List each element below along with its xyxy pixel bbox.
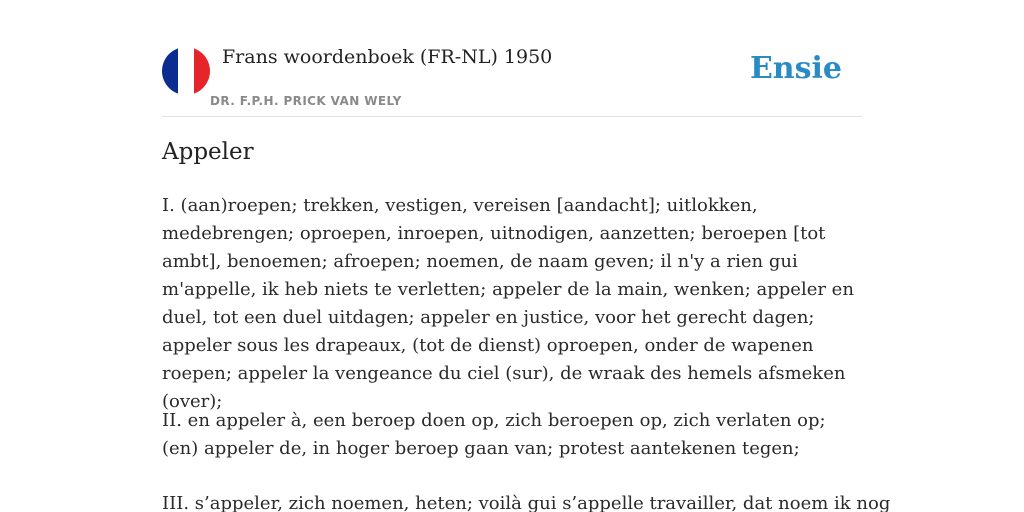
dictionary-header [162, 0, 862, 117]
main-content [162, 0, 891, 512]
dictionary-author: DR. F.P.H. PRICK VAN WELY [210, 94, 402, 108]
definition-paragraph: II. en appeler à, een beroep doen op, zich beroepen op, zich verlaten op; (en) appeler de, in hoger beroep gaan van; protest aantekenen tegen; [162, 410, 826, 459]
definition-paragraph: I. (aan)roepen; trekken, vestigen, vereisen [aandacht]; uitlokken, medebrengen; oproepen, inroepen, uitnodigen, aanzetten; beroepen [tot ambt], benoemen; afroepen; noemen, de naam geven; il n'y a rien gui m'appelle, ik heb niets te verletten; appeler de la main, wenken; appeler en duel, tot een duel uitdagen; appeler en justice, voor het gerecht dagen; appeler sous les drapeaux, (tot de dienst) oproepen, onder de wapenen roepen; appeler la vengeance du ciel (sur), de wraak des hemels afsmeken (over); [162, 195, 854, 412]
dictionary-title[interactable]: Frans woordenboek (FR-NL) 1950 [222, 46, 553, 68]
brand-logo[interactable]: Ensie [749, 51, 842, 86]
entry-headword: Appeler [162, 139, 254, 165]
definition-paragraph: III. s’appeler, zich noemen, heten; voilà gui s’appelle travailler, dat noem ik nog [162, 493, 891, 512]
france-flag-icon [162, 47, 210, 95]
